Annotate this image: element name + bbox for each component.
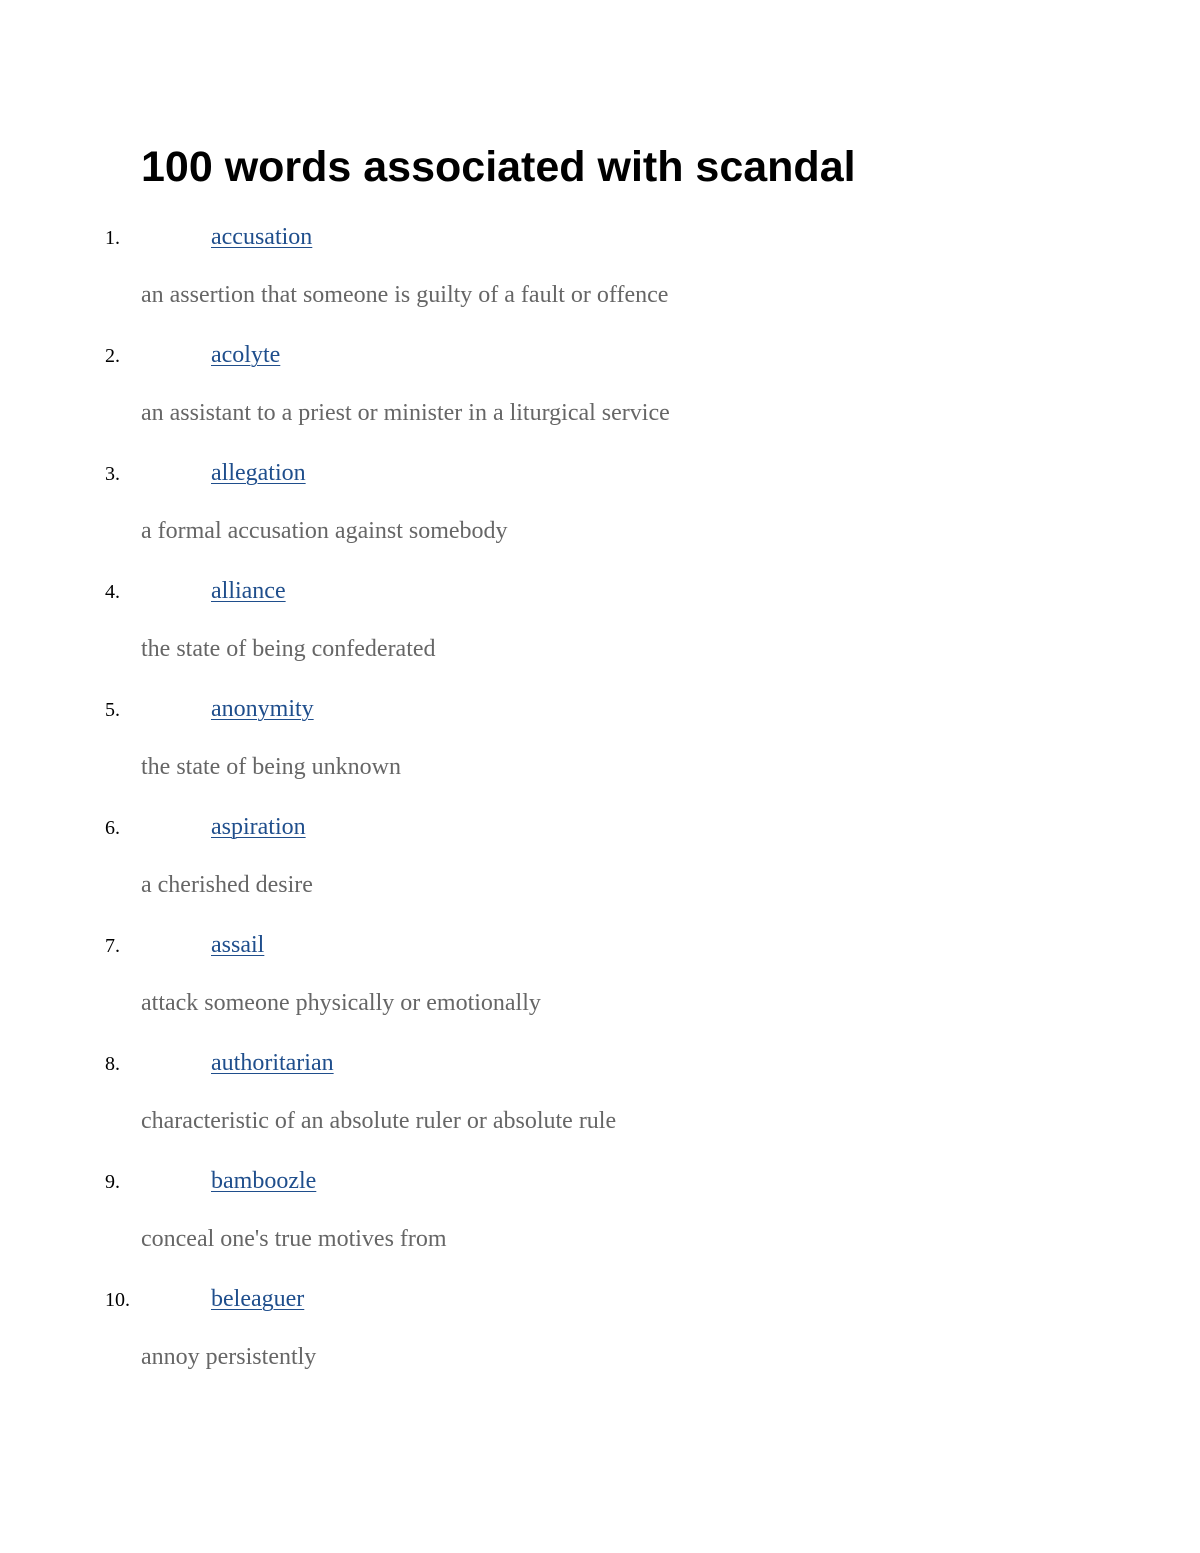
definition-text: an assertion that someone is guilty of a fault or offence [141, 282, 669, 308]
term-link[interactable]: acolyte [211, 342, 281, 368]
item-number: 1. [105, 227, 120, 249]
term-link[interactable]: aspiration [211, 814, 306, 840]
term-link[interactable]: assail [211, 932, 265, 958]
term-link[interactable]: bamboozle [211, 1168, 317, 1194]
term-link[interactable]: beleaguer [211, 1286, 305, 1312]
list-item [0, 574, 1200, 692]
list-item [0, 810, 1200, 928]
list-item [0, 1164, 1200, 1282]
definition-text: an assistant to a priest or minister in a liturgical service [141, 400, 670, 426]
definition-text: annoy persistently [141, 1344, 317, 1370]
item-number: 6. [105, 817, 120, 839]
item-number: 8. [105, 1053, 120, 1075]
page-title: 100 words associated with scandal [141, 143, 856, 191]
definition-text: conceal one's true motives from [141, 1226, 447, 1252]
definition-text: the state of being unknown [141, 754, 401, 780]
item-number: 5. [105, 699, 120, 721]
list-item [0, 338, 1200, 456]
definition-text: attack someone physically or emotionally [141, 990, 541, 1016]
item-number: 3. [105, 463, 120, 485]
list-item [0, 928, 1200, 1046]
term-link[interactable]: allegation [211, 460, 306, 486]
list-item [0, 692, 1200, 810]
list-item [0, 220, 1200, 338]
definition-text: characteristic of an absolute ruler or absolute rule [141, 1108, 617, 1134]
item-number: 10. [105, 1289, 130, 1311]
item-number: 7. [105, 935, 120, 957]
term-link[interactable]: alliance [211, 578, 286, 604]
item-number: 2. [105, 345, 120, 367]
term-link[interactable]: authoritarian [211, 1050, 334, 1076]
term-link[interactable]: anonymity [211, 696, 314, 722]
definition-text: a formal accusation against somebody [141, 518, 508, 544]
item-number: 9. [105, 1171, 120, 1193]
list-item [0, 456, 1200, 574]
list-item [0, 1282, 1200, 1400]
item-number: 4. [105, 581, 120, 603]
word-list [0, 220, 1200, 1400]
list-item [0, 1046, 1200, 1164]
definition-text: the state of being confederated [141, 636, 436, 662]
term-link[interactable]: accusation [211, 224, 313, 250]
definition-text: a cherished desire [141, 872, 313, 898]
